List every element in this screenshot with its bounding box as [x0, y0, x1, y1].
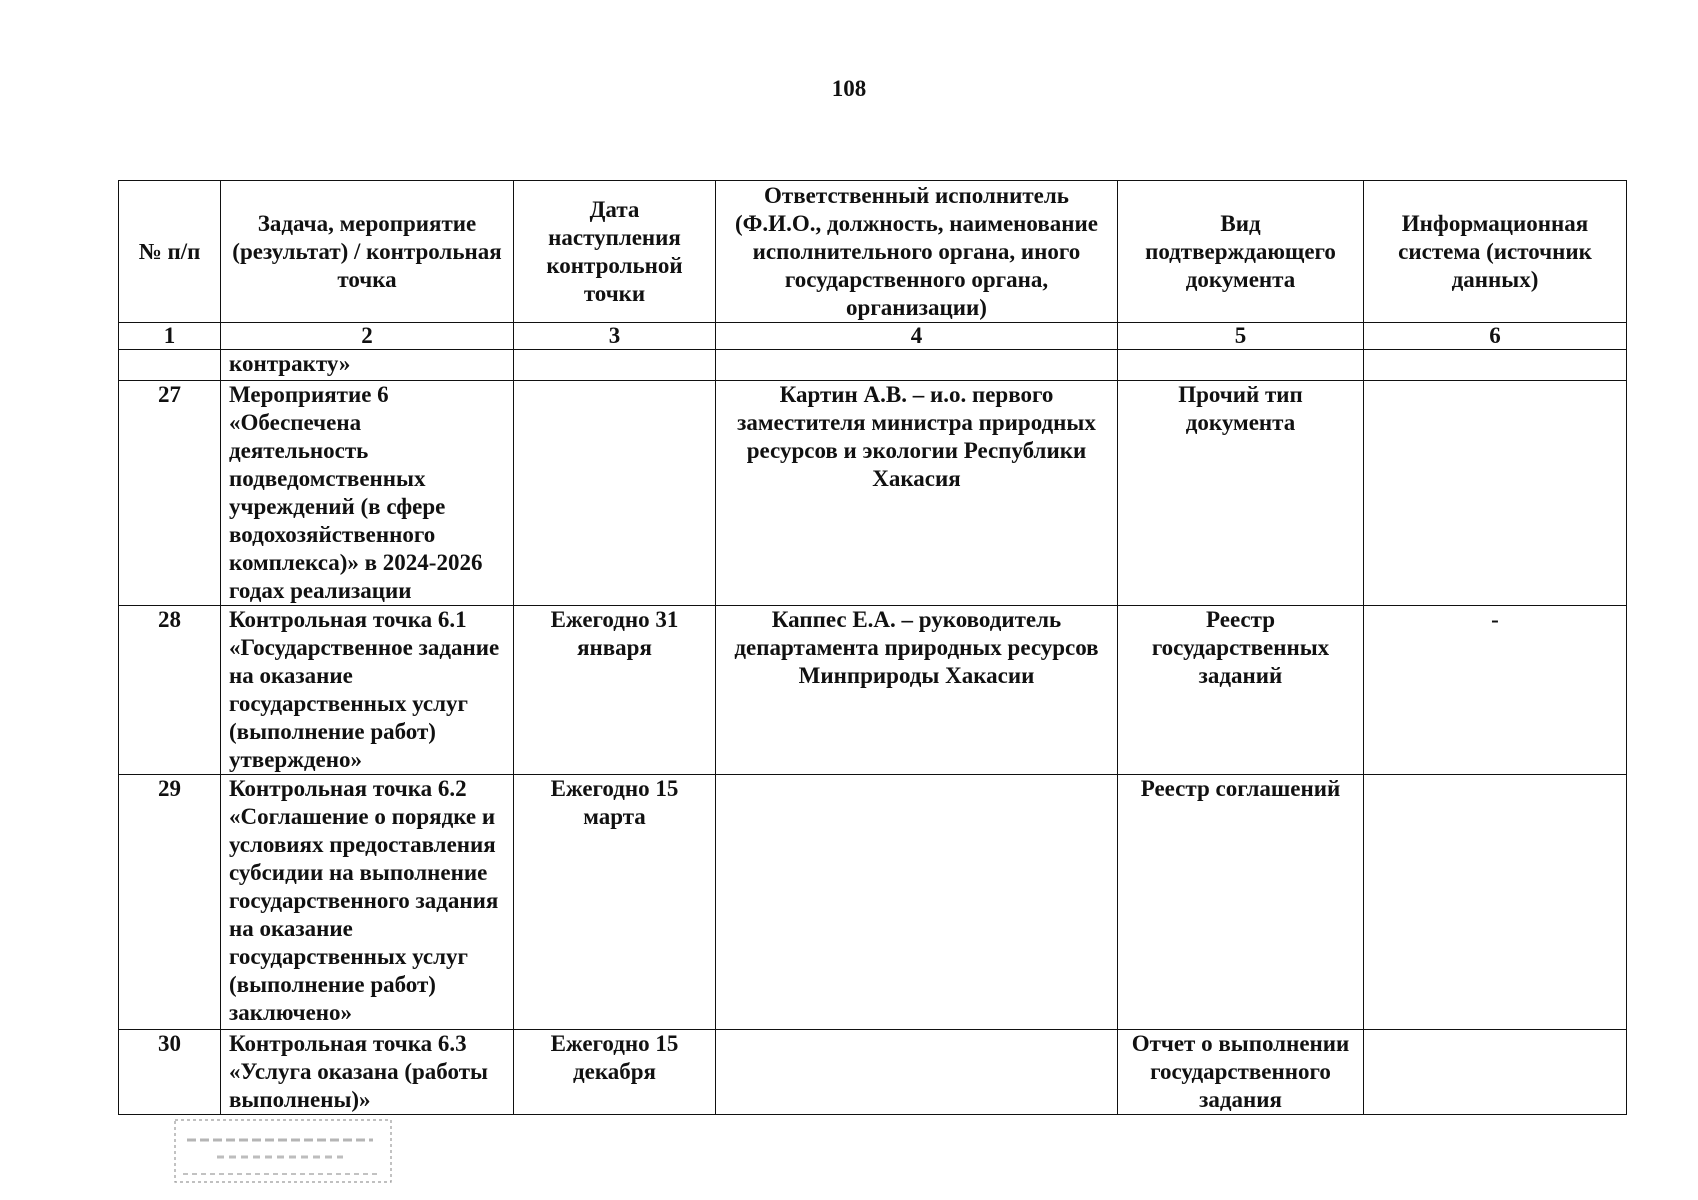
row-document: Прочий тип документа — [1118, 381, 1364, 606]
row-document: Реестр государственных заданий — [1118, 606, 1364, 775]
row-number — [119, 350, 221, 381]
row-document: Отчет о выполнении государственного задания — [1118, 1030, 1364, 1115]
row-task: Контрольная точка 6.1 «Государственное задание на оказание государственных услуг (выполнение работ) утверждено» — [221, 606, 514, 775]
table-row — [119, 606, 1627, 775]
column-number: 1 — [119, 323, 221, 350]
column-number: 3 — [514, 323, 716, 350]
header-task: Задача, мероприятие (результат) / контрольная точка — [221, 181, 514, 323]
row-number: 27 — [119, 381, 221, 606]
row-number: 28 — [119, 606, 221, 775]
column-number: 5 — [1118, 323, 1364, 350]
row-system — [1364, 775, 1627, 1030]
faded-stamp-image — [173, 1112, 395, 1186]
row-executor — [716, 775, 1118, 1030]
column-number: 4 — [716, 323, 1118, 350]
row-executor: Каппес Е.А. – руководитель департамента природных ресурсов Минприроды Хакасии — [716, 606, 1118, 775]
column-number-row — [119, 323, 1627, 350]
table-row — [119, 350, 1627, 381]
row-task: Мероприятие 6 «Обеспечена деятельность подведомственных учреждений (в сфере водохозяйственного комплекса)» в 2024-2026 годах реализации — [221, 381, 514, 606]
header-num: № п/п — [119, 181, 221, 323]
table-row — [119, 775, 1627, 1030]
page-number: 108 — [831, 76, 867, 101]
row-task: контракту» — [221, 350, 514, 381]
column-number: 2 — [221, 323, 514, 350]
row-task: Контрольная точка 6.3 «Услуга оказана (работы выполнены)» — [221, 1030, 514, 1115]
row-system — [1364, 381, 1627, 606]
row-date — [514, 381, 716, 606]
header-executor: Ответственный исполнитель (Ф.И.О., должность, наименование исполнительного органа, иного государственного органа, организации) — [716, 181, 1118, 323]
row-system — [1364, 350, 1627, 381]
row-date — [514, 350, 716, 381]
row-executor: Картин А.В. – и.о. первого заместителя министра природных ресурсов и экологии Республики Хакасия — [716, 381, 1118, 606]
row-date: Ежегодно 15 марта — [514, 775, 716, 1030]
row-number: 30 — [119, 1030, 221, 1115]
control-points-table — [118, 180, 1627, 1115]
row-number: 29 — [119, 775, 221, 1030]
row-system — [1364, 1030, 1627, 1115]
row-date: Ежегодно 31 января — [514, 606, 716, 775]
row-executor — [716, 1030, 1118, 1115]
row-document — [1118, 350, 1364, 381]
header-system: Информационная система (источник данных) — [1364, 181, 1627, 323]
table-row — [119, 1030, 1627, 1115]
header-row — [119, 181, 1627, 323]
row-task: Контрольная точка 6.2 «Соглашение о порядке и условиях предоставления субсидии на выполнение государственного задания на оказание государственных услуг (выполнение работ) заключено» — [221, 775, 514, 1030]
table-row — [119, 381, 1627, 606]
header-date: Дата наступления контрольной точки — [514, 181, 716, 323]
column-number: 6 — [1364, 323, 1627, 350]
row-executor — [716, 350, 1118, 381]
row-date: Ежегодно 15 декабря — [514, 1030, 716, 1115]
row-document: Реестр соглашений — [1118, 775, 1364, 1030]
header-document: Вид подтверждающего документа — [1118, 181, 1364, 323]
row-system: - — [1364, 606, 1627, 775]
